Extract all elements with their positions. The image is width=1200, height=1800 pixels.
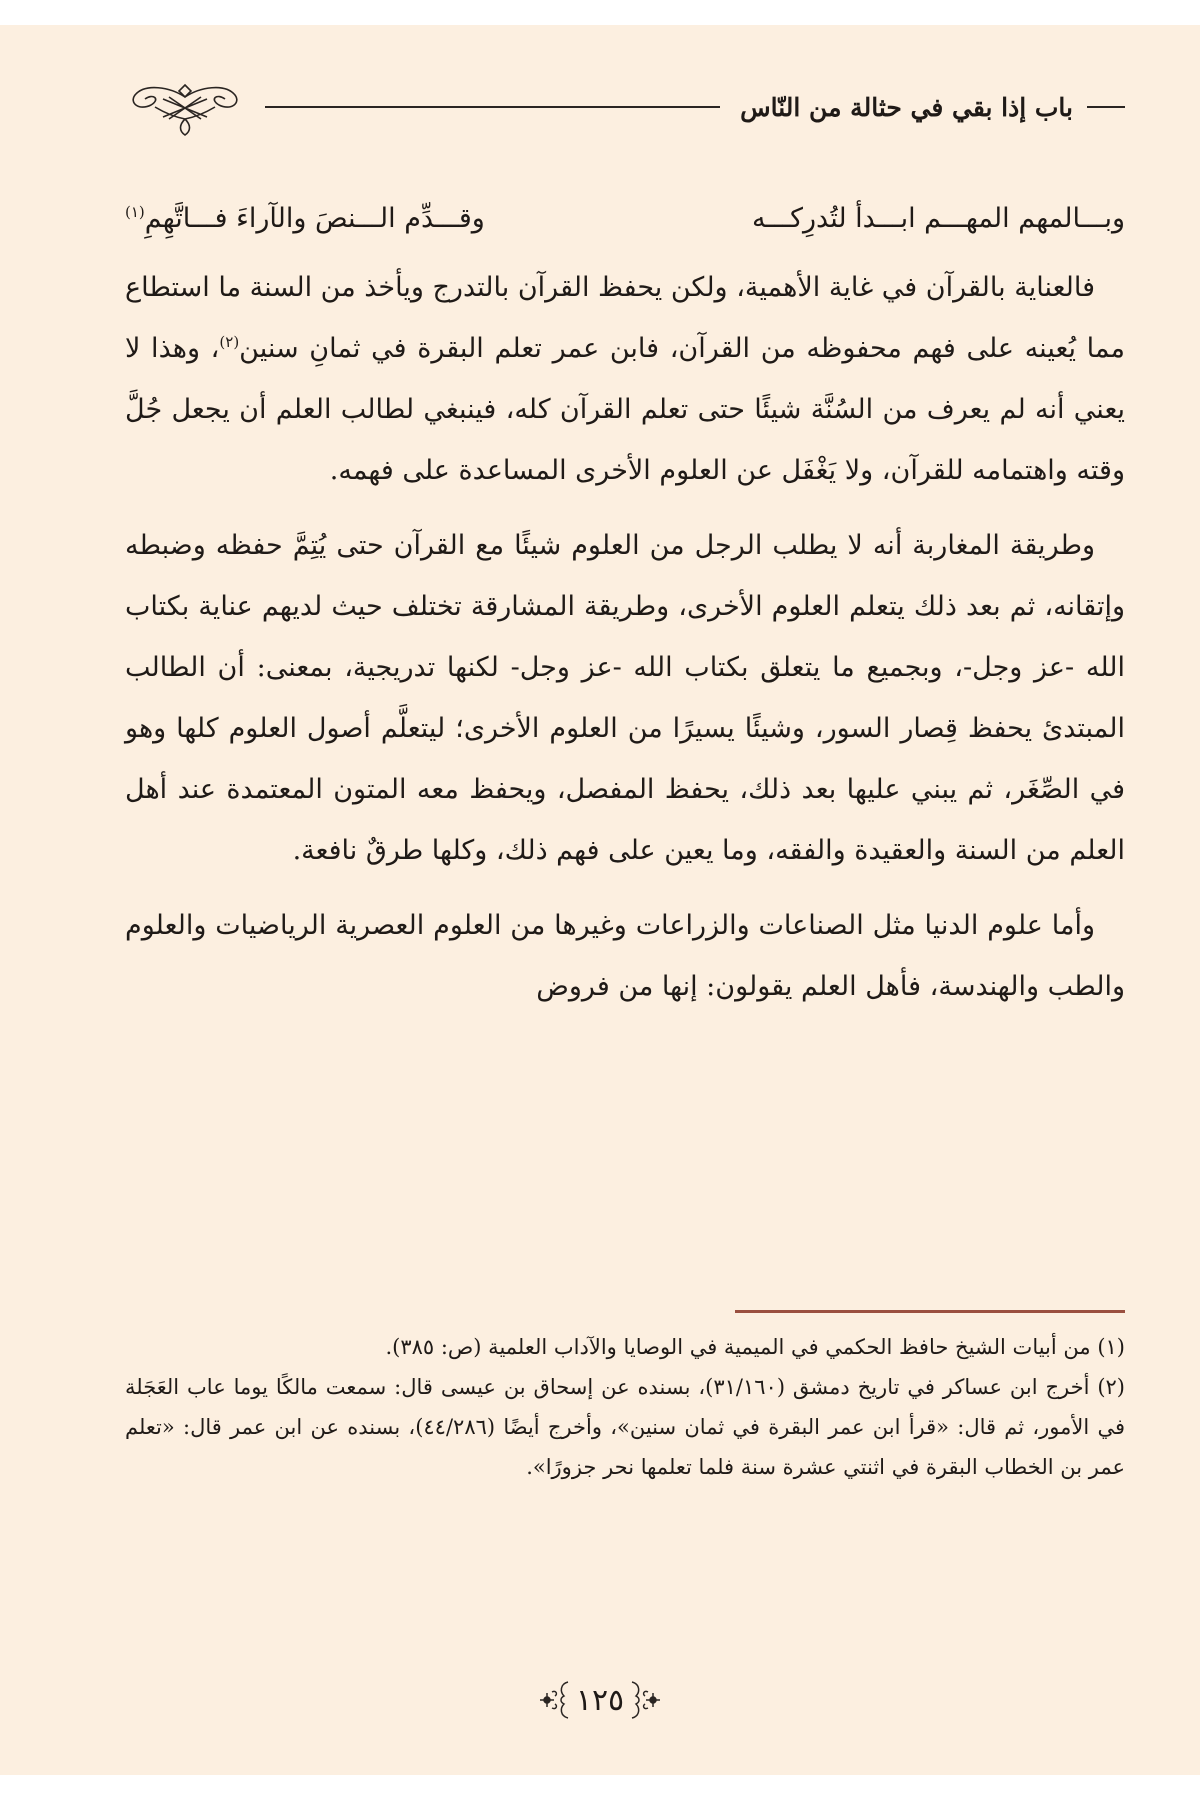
page-number-ornament-right-icon xyxy=(628,1680,662,1720)
header-dash xyxy=(1087,106,1125,108)
verse-second-hemistich-text: وقـــدِّم الـــنصَ والآراءَ فـــاتَّهِمِ xyxy=(144,202,485,234)
paragraph-3: وأما علوم الدنيا مثل الصناعات والزراعات وغيرها من العلوم العصرية الرياضيات والعلوم والطب والهندسة، فأهل العلم يقولون: إنها من فروض xyxy=(125,910,1125,1002)
paragraph-1-text-a: فالعناية بالقرآن في غاية الأهمية، ولكن يحفظ القرآن بالتدرج ويأخذ من السنة ما استطاع مما يُعينه على فهم محفوظه من القرآن، فابن عمر تعلم البقرة في ثمانِ سنين xyxy=(125,272,1125,364)
footnote-1: (١) من أبيات الشيخ حافظ الحكمي في الميمية في الوصايا والآداب العلمية (ص: ٣٨٥). xyxy=(385,1335,1125,1359)
knot-ornament-icon xyxy=(125,77,245,137)
paragraph-2: وطريقة المغاربة أنه لا يطلب الرجل من العلوم شيئًا مع القرآن حتى يُتِمَّ حفظه وضبطه وإتقانه، ثم بعد ذلك يتعلم العلوم الأخرى، وطريقة المشارقة تختلف حيث لديهم عناية بكتاب الله -عز وجل-، وبجميع ما يتعلق بكتاب الله -عز وجل- لكنها تدريجية، بمعنى: أن الطالب المبتدئ يحفظ قِصار السور، وشيئًا يسيرًا من العلوم الأخرى؛ ليتعلَّم أصول العلوم كلها وهو في الصِّغَر، ثم يبني عليها بعد ذلك، يحفظ المفصل، ويحفظ معه المتون المعتمدة عند أهل العلم من السنة والعقيدة والفقه، وما يعين على فهم ذلك، وكلها طرقٌ نافعة. xyxy=(125,530,1125,866)
footnote-ref-1[interactable]: (١) xyxy=(125,202,145,221)
poetry-verse xyxy=(125,193,1125,243)
paragraph-1-text-b: ، وهذا لا يعني أنه لم يعرف من السُنَّة شيئًا حتى تعلم القرآن كله، فينبغي لطالب العلم أن يجعل جُلَّ وقته واهتمامه للقرآن، ولا يَغْفَل عن العلوم الأخرى المساعدة على فهمه. xyxy=(125,333,1125,486)
paragraph-1 xyxy=(125,257,1125,501)
page-number-block xyxy=(0,1680,1200,1720)
footnotes xyxy=(125,1327,1125,1487)
footnote-2: (٢) أخرج ابن عساكر في تاريخ دمشق (٣١/١٦٠)، بسنده عن إسحاق بن عيسى قال: سمعت مالكًا يوما عاب العَجَلة في الأمور، ثم قال: «قرأ ابن عمر البقرة في ثمان سنين»، وأخرج أيضًا (٤٤/٢٨٦)، بسنده عن ابن عمر قال: «تعلم عمر بن الخطاب البقرة في اثنتي عشرة سنة فلما تعلمها نحر جزورًا». xyxy=(125,1375,1125,1479)
chapter-title: باب إذا بقي في حثالة من النّاس xyxy=(740,92,1073,122)
page-number: ١٢٥ xyxy=(575,1682,625,1718)
book-page xyxy=(0,25,1200,1775)
header-rule xyxy=(265,106,720,108)
running-header xyxy=(125,77,1125,137)
footnote-separator xyxy=(735,1310,1125,1313)
verse-first-hemistich: وبـــالمهم المهـــم ابـــدأ لتُدرِكـــه xyxy=(751,202,1125,234)
page-number-ornament-left-icon xyxy=(538,1680,572,1720)
main-text xyxy=(125,257,1125,1031)
verse-second-hemistich xyxy=(125,203,485,234)
footnote-ref-2[interactable]: (٢) xyxy=(219,333,240,351)
